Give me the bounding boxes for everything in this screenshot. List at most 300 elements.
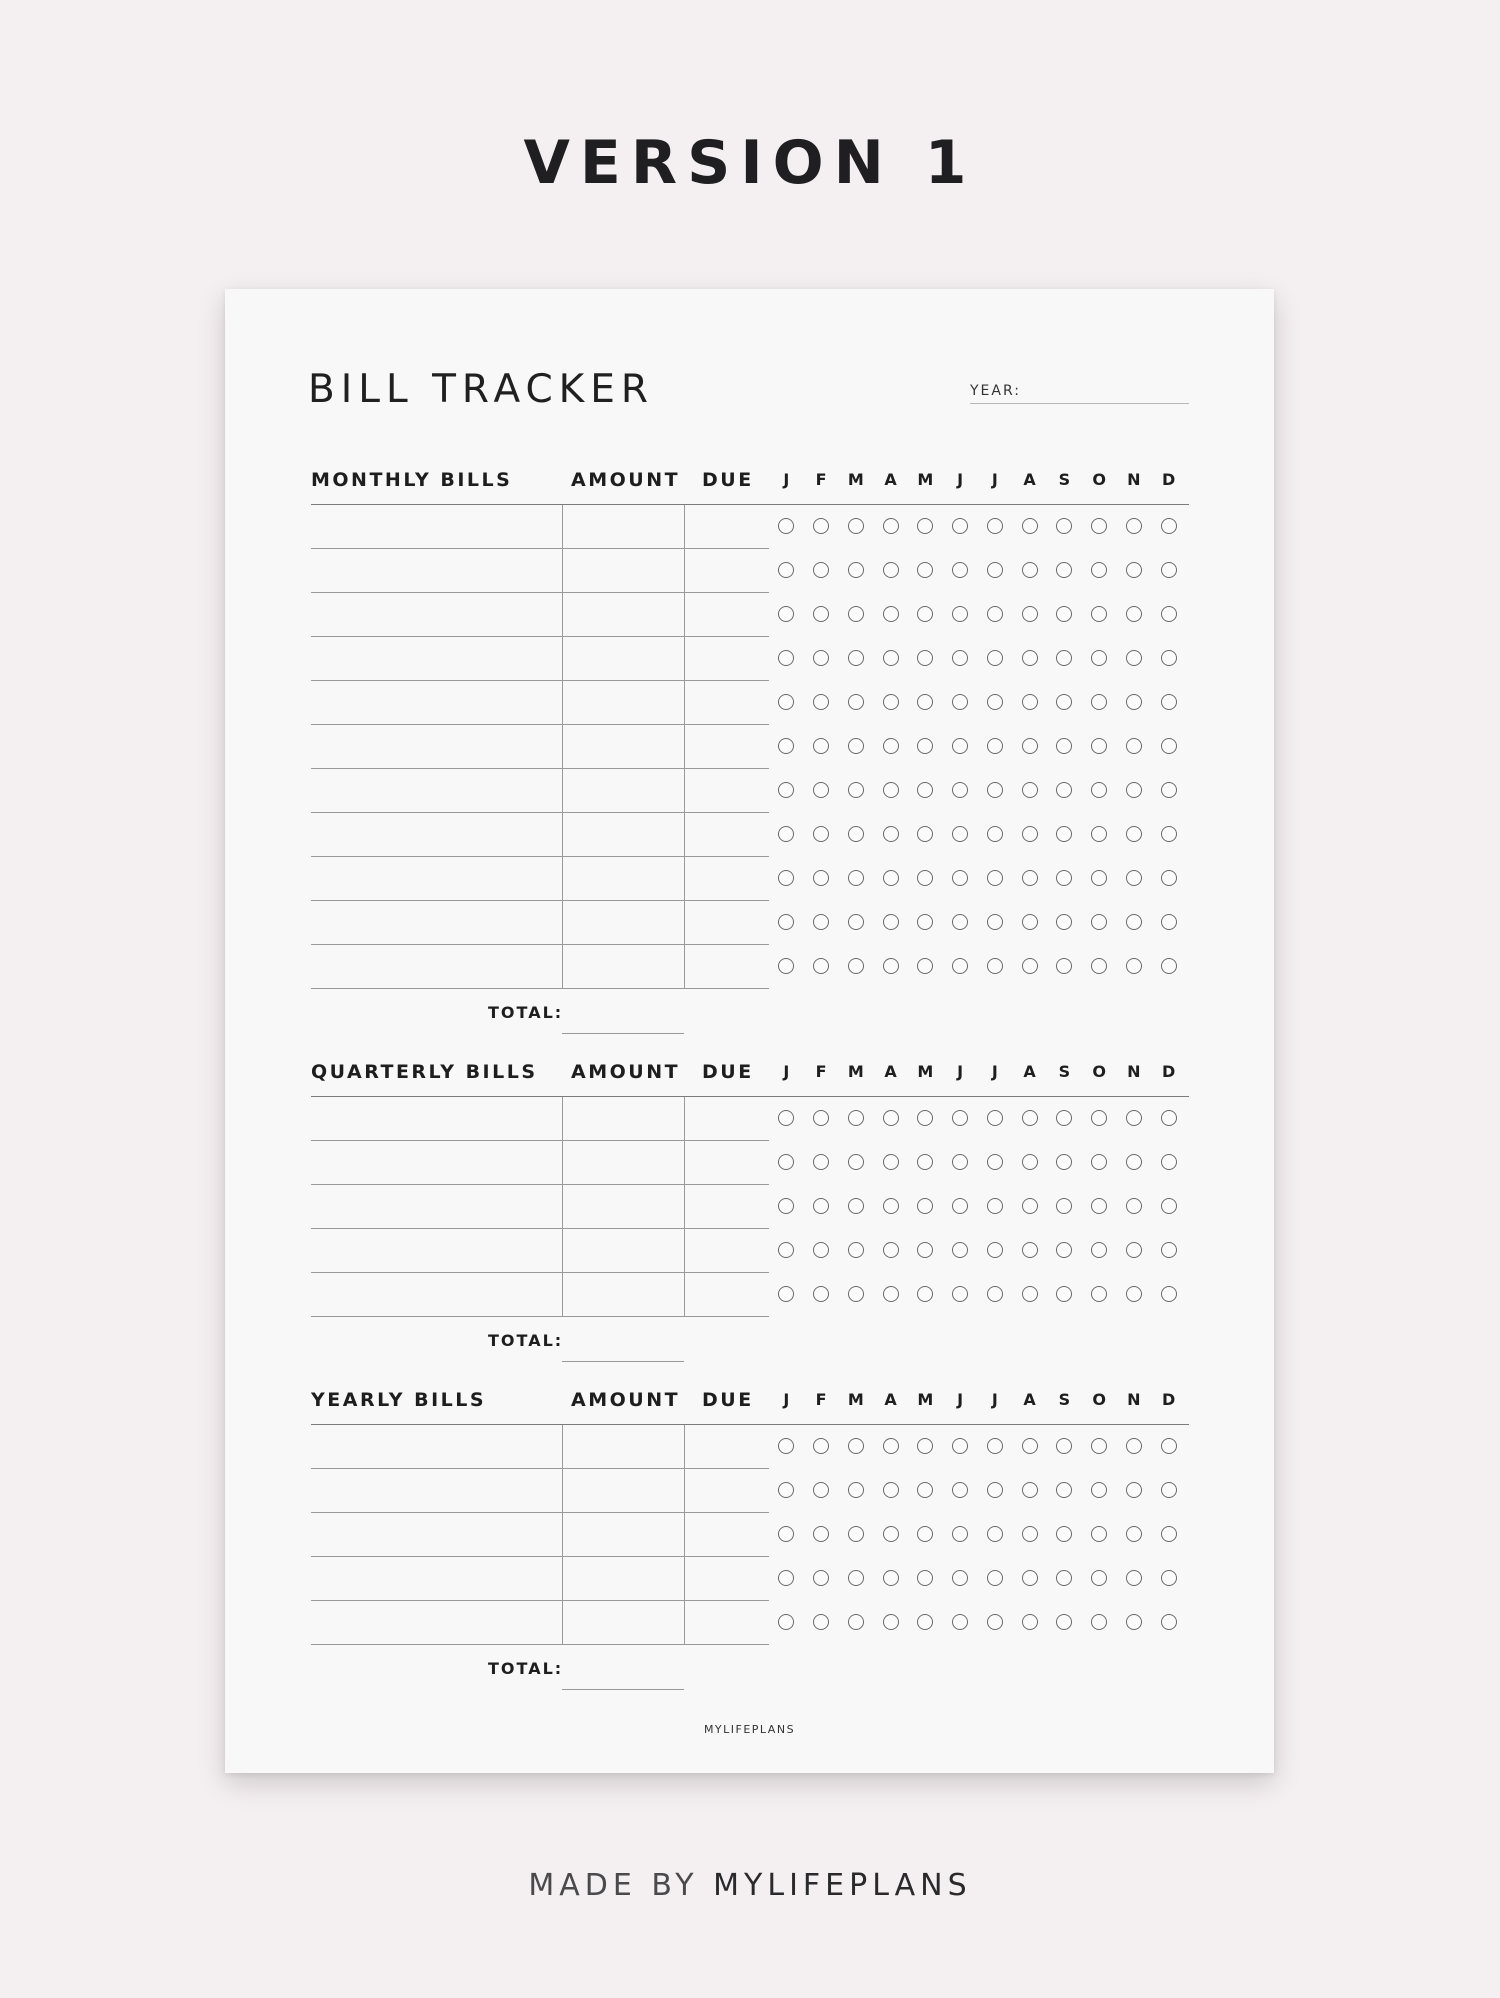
paid-checkbox[interactable]	[1161, 694, 1177, 710]
paid-checkbox[interactable]	[1091, 650, 1107, 666]
paid-checkbox[interactable]	[813, 870, 829, 886]
paid-checkbox[interactable]	[848, 1154, 864, 1170]
paid-checkbox[interactable]	[883, 1438, 899, 1454]
paid-checkbox[interactable]	[778, 1154, 794, 1170]
paid-checkbox[interactable]	[1022, 1482, 1038, 1498]
paid-checkbox[interactable]	[1161, 1614, 1177, 1630]
paid-checkbox[interactable]	[1056, 1198, 1072, 1214]
paid-checkbox[interactable]	[813, 1438, 829, 1454]
paid-checkbox[interactable]	[1022, 958, 1038, 974]
paid-checkbox[interactable]	[1056, 1482, 1072, 1498]
month-header: J	[957, 1390, 964, 1409]
paid-checkbox[interactable]	[848, 606, 864, 622]
paid-checkbox[interactable]	[778, 1198, 794, 1214]
paid-checkbox[interactable]	[917, 518, 933, 534]
paid-checkbox[interactable]	[1091, 958, 1107, 974]
section-quarterly-bills	[311, 1061, 1189, 1377]
paid-checkbox[interactable]	[1022, 1198, 1038, 1214]
paid-checkbox[interactable]	[883, 826, 899, 842]
paid-checkbox[interactable]	[1022, 782, 1038, 798]
amount-header: AMOUNT	[571, 1061, 681, 1083]
bill-row[interactable]	[311, 1273, 1189, 1317]
paid-checkbox[interactable]	[813, 782, 829, 798]
paid-checkbox[interactable]	[987, 738, 1003, 754]
paid-checkbox[interactable]	[1161, 1242, 1177, 1258]
paid-checkbox[interactable]	[987, 1286, 1003, 1302]
month-header: J	[957, 1062, 964, 1081]
total-field[interactable]	[562, 1361, 684, 1362]
total-label: TOTAL:	[488, 1331, 564, 1350]
paid-checkbox[interactable]	[1056, 1570, 1072, 1586]
paid-checkbox[interactable]	[952, 562, 968, 578]
month-header: J	[783, 1390, 790, 1409]
paid-checkbox[interactable]	[813, 914, 829, 930]
paid-checkbox[interactable]	[1161, 606, 1177, 622]
paid-checkbox[interactable]	[1056, 518, 1072, 534]
paid-checkbox[interactable]	[1022, 1438, 1038, 1454]
paid-checkbox[interactable]	[917, 562, 933, 578]
paid-checkbox[interactable]	[1091, 1482, 1107, 1498]
paid-checkbox[interactable]	[1091, 606, 1107, 622]
paid-checkbox[interactable]	[848, 914, 864, 930]
paid-checkbox[interactable]	[987, 1438, 1003, 1454]
paid-checkbox[interactable]	[883, 1154, 899, 1170]
paid-checkbox[interactable]	[1056, 650, 1072, 666]
month-header: M	[847, 470, 864, 489]
month-header: M	[917, 1062, 934, 1081]
year-field[interactable]	[970, 403, 1189, 404]
paid-checkbox[interactable]	[1091, 1438, 1107, 1454]
paid-checkbox[interactable]	[1126, 738, 1142, 754]
bill-row[interactable]	[311, 945, 1189, 989]
bill-row[interactable]	[311, 1513, 1189, 1557]
paid-checkbox[interactable]	[917, 650, 933, 666]
paid-checkbox[interactable]	[1091, 1242, 1107, 1258]
paid-checkbox[interactable]	[883, 1286, 899, 1302]
paid-checkbox[interactable]	[952, 1110, 968, 1126]
paid-checkbox[interactable]	[848, 1286, 864, 1302]
paid-checkbox[interactable]	[917, 694, 933, 710]
paid-checkbox[interactable]	[778, 1110, 794, 1126]
paid-checkbox[interactable]	[813, 958, 829, 974]
paid-checkbox[interactable]	[1022, 1110, 1038, 1126]
paid-checkbox[interactable]	[1022, 826, 1038, 842]
paid-checkbox[interactable]	[1091, 1198, 1107, 1214]
paid-checkbox[interactable]	[917, 870, 933, 886]
bill-row[interactable]	[311, 637, 1189, 681]
paid-checkbox[interactable]	[987, 914, 1003, 930]
paid-checkbox[interactable]	[1056, 1110, 1072, 1126]
paid-checkbox[interactable]	[1022, 1154, 1038, 1170]
paid-checkbox[interactable]	[848, 518, 864, 534]
month-header: N	[1127, 1390, 1141, 1409]
paid-checkbox[interactable]	[1161, 826, 1177, 842]
paid-checkbox[interactable]	[1091, 1526, 1107, 1542]
paid-checkbox[interactable]	[952, 1438, 968, 1454]
bill-row[interactable]	[311, 1469, 1189, 1513]
paid-checkbox[interactable]	[848, 562, 864, 578]
paid-checkbox[interactable]	[1161, 1110, 1177, 1126]
paid-checkbox[interactable]	[1161, 1286, 1177, 1302]
row-rule	[311, 988, 769, 989]
paid-checkbox[interactable]	[952, 1154, 968, 1170]
paid-checkbox[interactable]	[917, 1438, 933, 1454]
paid-checkbox[interactable]	[987, 958, 1003, 974]
bill-row[interactable]	[311, 769, 1189, 813]
paid-checkbox[interactable]	[778, 518, 794, 534]
paid-checkbox[interactable]	[778, 958, 794, 974]
paid-checkbox[interactable]	[883, 958, 899, 974]
paid-checkbox[interactable]	[1056, 606, 1072, 622]
year-label: YEAR:	[970, 383, 1021, 399]
paid-checkbox[interactable]	[1161, 782, 1177, 798]
paid-checkbox[interactable]	[917, 1198, 933, 1214]
paid-checkbox[interactable]	[1056, 1286, 1072, 1302]
paid-checkbox[interactable]	[952, 606, 968, 622]
paid-checkbox[interactable]	[952, 782, 968, 798]
paid-checkbox[interactable]	[1126, 958, 1142, 974]
paid-checkbox[interactable]	[848, 694, 864, 710]
paid-checkbox[interactable]	[883, 870, 899, 886]
paid-checkbox[interactable]	[813, 1286, 829, 1302]
month-header: A	[1023, 470, 1036, 489]
paid-checkbox[interactable]	[813, 738, 829, 754]
amount-header: AMOUNT	[571, 1389, 681, 1411]
paid-checkbox[interactable]	[1022, 914, 1038, 930]
paid-checkbox[interactable]	[1126, 870, 1142, 886]
paid-checkbox[interactable]	[1022, 870, 1038, 886]
paid-checkbox[interactable]	[1056, 1438, 1072, 1454]
paid-checkbox[interactable]	[1161, 1154, 1177, 1170]
paid-checkbox[interactable]	[952, 1286, 968, 1302]
paid-checkbox[interactable]	[883, 1614, 899, 1630]
paid-checkbox[interactable]	[848, 826, 864, 842]
paid-checkbox[interactable]	[883, 562, 899, 578]
paid-checkbox[interactable]	[1056, 958, 1072, 974]
paid-checkbox[interactable]	[917, 738, 933, 754]
paid-checkbox[interactable]	[883, 782, 899, 798]
paid-checkbox[interactable]	[778, 650, 794, 666]
paid-checkbox[interactable]	[987, 694, 1003, 710]
paid-checkbox[interactable]	[778, 694, 794, 710]
paid-checkbox[interactable]	[1126, 1110, 1142, 1126]
paid-checkbox[interactable]	[848, 870, 864, 886]
paid-checkbox[interactable]	[778, 782, 794, 798]
paid-checkbox[interactable]	[1022, 606, 1038, 622]
paid-checkbox[interactable]	[987, 1526, 1003, 1542]
bill-row[interactable]	[311, 1141, 1189, 1185]
paid-checkbox[interactable]	[1161, 1570, 1177, 1586]
paid-checkbox[interactable]	[1022, 1570, 1038, 1586]
paid-checkbox[interactable]	[1091, 694, 1107, 710]
paid-checkbox[interactable]	[1022, 562, 1038, 578]
paid-checkbox[interactable]	[1091, 1110, 1107, 1126]
paid-checkbox[interactable]	[778, 1482, 794, 1498]
paid-checkbox[interactable]	[1091, 870, 1107, 886]
paid-checkbox[interactable]	[778, 870, 794, 886]
paid-checkbox[interactable]	[987, 606, 1003, 622]
paid-checkbox[interactable]	[1056, 1154, 1072, 1170]
paid-checkbox[interactable]	[778, 1614, 794, 1630]
paid-checkbox[interactable]	[952, 518, 968, 534]
paid-checkbox[interactable]	[1091, 1154, 1107, 1170]
paid-checkbox[interactable]	[917, 606, 933, 622]
paid-checkbox[interactable]	[1022, 1286, 1038, 1302]
caption-brand: MYLIFEPLANS	[713, 1868, 972, 1903]
month-header: O	[1092, 1062, 1106, 1081]
paid-checkbox[interactable]	[987, 1570, 1003, 1586]
paid-checkbox[interactable]	[987, 650, 1003, 666]
paid-checkbox[interactable]	[1161, 914, 1177, 930]
paid-checkbox[interactable]	[848, 958, 864, 974]
paid-checkbox[interactable]	[952, 1614, 968, 1630]
paid-checkbox[interactable]	[848, 738, 864, 754]
paid-checkbox[interactable]	[883, 1526, 899, 1542]
paid-checkbox[interactable]	[778, 1526, 794, 1542]
paid-checkbox[interactable]	[1056, 694, 1072, 710]
paid-checkbox[interactable]	[883, 1110, 899, 1126]
month-header: J	[957, 470, 964, 489]
paid-checkbox[interactable]	[917, 1286, 933, 1302]
paid-checkbox[interactable]	[848, 1526, 864, 1542]
bill-row[interactable]	[311, 1557, 1189, 1601]
paid-checkbox[interactable]	[848, 1110, 864, 1126]
paid-checkbox[interactable]	[778, 606, 794, 622]
paid-checkbox[interactable]	[1126, 1570, 1142, 1586]
paid-checkbox[interactable]	[1056, 1242, 1072, 1258]
paid-checkbox[interactable]	[987, 826, 1003, 842]
month-header: A	[884, 1062, 897, 1081]
paid-checkbox[interactable]	[1022, 694, 1038, 710]
paid-checkbox[interactable]	[848, 1242, 864, 1258]
paid-checkbox[interactable]	[778, 826, 794, 842]
paid-checkbox[interactable]	[1126, 1526, 1142, 1542]
due-header: DUE	[702, 1389, 754, 1411]
paid-checkbox[interactable]	[883, 1570, 899, 1586]
paid-checkbox[interactable]	[917, 1110, 933, 1126]
paid-checkbox[interactable]	[778, 1286, 794, 1302]
paid-checkbox[interactable]	[1056, 1526, 1072, 1542]
total-field[interactable]	[562, 1689, 684, 1690]
paid-checkbox[interactable]	[987, 1198, 1003, 1214]
paid-checkbox[interactable]	[1056, 914, 1072, 930]
paid-checkbox[interactable]	[952, 1198, 968, 1214]
paid-checkbox[interactable]	[883, 650, 899, 666]
paid-checkbox[interactable]	[813, 562, 829, 578]
paid-checkbox[interactable]	[917, 782, 933, 798]
paid-checkbox[interactable]	[848, 650, 864, 666]
made-by-caption	[0, 1868, 1500, 1903]
paid-checkbox[interactable]	[1091, 738, 1107, 754]
paid-checkbox[interactable]	[1091, 1286, 1107, 1302]
paid-checkbox[interactable]	[917, 1570, 933, 1586]
paid-checkbox[interactable]	[987, 1110, 1003, 1126]
paid-checkbox[interactable]	[1022, 738, 1038, 754]
paid-checkbox[interactable]	[987, 1154, 1003, 1170]
bill-row[interactable]	[311, 725, 1189, 769]
paid-checkbox[interactable]	[952, 958, 968, 974]
month-header: J	[991, 470, 998, 489]
paid-checkbox[interactable]	[1056, 738, 1072, 754]
paid-checkbox[interactable]	[1126, 1198, 1142, 1214]
paid-checkbox[interactable]	[1161, 518, 1177, 534]
paid-checkbox[interactable]	[917, 1526, 933, 1542]
paid-checkbox[interactable]	[1126, 650, 1142, 666]
paid-checkbox[interactable]	[813, 606, 829, 622]
paid-checkbox[interactable]	[952, 1242, 968, 1258]
bill-row[interactable]	[311, 505, 1189, 549]
paid-checkbox[interactable]	[883, 606, 899, 622]
paid-checkbox[interactable]	[813, 1482, 829, 1498]
paid-checkbox[interactable]	[987, 518, 1003, 534]
paid-checkbox[interactable]	[952, 1482, 968, 1498]
paid-checkbox[interactable]	[987, 1614, 1003, 1630]
paid-checkbox[interactable]	[952, 738, 968, 754]
paid-checkbox[interactable]	[813, 694, 829, 710]
paid-checkbox[interactable]	[813, 1242, 829, 1258]
paid-checkbox[interactable]	[848, 1438, 864, 1454]
section-title: MONTHLY BILLS	[311, 469, 513, 491]
paid-checkbox[interactable]	[778, 1438, 794, 1454]
paid-checkbox[interactable]	[987, 1242, 1003, 1258]
bill-row[interactable]	[311, 813, 1189, 857]
paid-checkbox[interactable]	[917, 826, 933, 842]
paid-checkbox[interactable]	[813, 650, 829, 666]
paid-checkbox[interactable]	[778, 562, 794, 578]
paid-checkbox[interactable]	[813, 1614, 829, 1630]
paid-checkbox[interactable]	[1161, 562, 1177, 578]
paid-checkbox[interactable]	[883, 694, 899, 710]
paid-checkbox[interactable]	[917, 914, 933, 930]
paid-checkbox[interactable]	[1022, 1526, 1038, 1542]
paid-checkbox[interactable]	[883, 518, 899, 534]
bill-row[interactable]	[311, 681, 1189, 725]
bill-row[interactable]	[311, 1097, 1189, 1141]
paid-checkbox[interactable]	[1161, 650, 1177, 666]
paid-checkbox[interactable]	[1056, 870, 1072, 886]
paid-checkbox[interactable]	[1126, 1482, 1142, 1498]
paid-checkbox[interactable]	[1161, 958, 1177, 974]
paid-checkbox[interactable]	[1022, 518, 1038, 534]
paid-checkbox[interactable]	[1056, 826, 1072, 842]
paid-checkbox[interactable]	[987, 1482, 1003, 1498]
paid-checkbox[interactable]	[1126, 782, 1142, 798]
paid-checkbox[interactable]	[1126, 1286, 1142, 1302]
paid-checkbox[interactable]	[1091, 518, 1107, 534]
paid-checkbox[interactable]	[917, 958, 933, 974]
paid-checkbox[interactable]	[883, 1242, 899, 1258]
bill-row[interactable]	[311, 857, 1189, 901]
paid-checkbox[interactable]	[1161, 1198, 1177, 1214]
paid-checkbox[interactable]	[1126, 914, 1142, 930]
paid-checkbox[interactable]	[848, 1198, 864, 1214]
paid-checkbox[interactable]	[883, 1198, 899, 1214]
bill-row[interactable]	[311, 549, 1189, 593]
paid-checkbox[interactable]	[917, 1154, 933, 1170]
paid-checkbox[interactable]	[1126, 518, 1142, 534]
paid-checkbox[interactable]	[1126, 1154, 1142, 1170]
paid-checkbox[interactable]	[848, 1482, 864, 1498]
paid-checkbox[interactable]	[1091, 826, 1107, 842]
bill-row[interactable]	[311, 593, 1189, 637]
bill-row[interactable]	[311, 1229, 1189, 1273]
paid-checkbox[interactable]	[1126, 1614, 1142, 1630]
paid-checkbox[interactable]	[1126, 694, 1142, 710]
month-header: D	[1161, 470, 1176, 489]
paid-checkbox[interactable]	[1161, 1438, 1177, 1454]
paid-checkbox[interactable]	[1126, 562, 1142, 578]
paid-checkbox[interactable]	[848, 1614, 864, 1630]
paid-checkbox[interactable]	[778, 1242, 794, 1258]
paid-checkbox[interactable]	[778, 914, 794, 930]
bill-row[interactable]	[311, 1185, 1189, 1229]
paid-checkbox[interactable]	[813, 518, 829, 534]
paid-checkbox[interactable]	[917, 1242, 933, 1258]
total-field[interactable]	[562, 1033, 684, 1034]
paid-checkbox[interactable]	[952, 650, 968, 666]
paid-checkbox[interactable]	[1022, 650, 1038, 666]
row-rule	[311, 1316, 769, 1317]
paid-checkbox[interactable]	[1161, 738, 1177, 754]
paid-checkbox[interactable]	[778, 1570, 794, 1586]
paid-checkbox[interactable]	[952, 1526, 968, 1542]
paid-checkbox[interactable]	[848, 782, 864, 798]
paid-checkbox[interactable]	[987, 782, 1003, 798]
paid-checkbox[interactable]	[917, 1482, 933, 1498]
paid-checkbox[interactable]	[952, 870, 968, 886]
paid-checkbox[interactable]	[883, 738, 899, 754]
paid-checkbox[interactable]	[883, 1482, 899, 1498]
paid-checkbox[interactable]	[1022, 1614, 1038, 1630]
paid-checkbox[interactable]	[778, 738, 794, 754]
paid-checkbox[interactable]	[1056, 562, 1072, 578]
paid-checkbox[interactable]	[1126, 1438, 1142, 1454]
paid-checkbox[interactable]	[987, 870, 1003, 886]
paid-checkbox[interactable]	[883, 914, 899, 930]
paid-checkbox[interactable]	[813, 1110, 829, 1126]
paid-checkbox[interactable]	[813, 826, 829, 842]
paid-checkbox[interactable]	[1126, 1242, 1142, 1258]
paid-checkbox[interactable]	[952, 914, 968, 930]
paid-checkbox[interactable]	[813, 1570, 829, 1586]
paid-checkbox[interactable]	[1091, 562, 1107, 578]
bill-row[interactable]	[311, 901, 1189, 945]
paid-checkbox[interactable]	[987, 562, 1003, 578]
paid-checkbox[interactable]	[952, 1570, 968, 1586]
paid-checkbox[interactable]	[1056, 782, 1072, 798]
paid-checkbox[interactable]	[1091, 1614, 1107, 1630]
paid-checkbox[interactable]	[1126, 826, 1142, 842]
paid-checkbox[interactable]	[1161, 1526, 1177, 1542]
paid-checkbox[interactable]	[848, 1570, 864, 1586]
bill-row[interactable]	[311, 1425, 1189, 1469]
paid-checkbox[interactable]	[1022, 1242, 1038, 1258]
paid-checkbox[interactable]	[1091, 914, 1107, 930]
paid-checkbox[interactable]	[1161, 870, 1177, 886]
paid-checkbox[interactable]	[1091, 1570, 1107, 1586]
paid-checkbox[interactable]	[1126, 606, 1142, 622]
paid-checkbox[interactable]	[1056, 1614, 1072, 1630]
paid-checkbox[interactable]	[917, 1614, 933, 1630]
paid-checkbox[interactable]	[813, 1198, 829, 1214]
paid-checkbox[interactable]	[813, 1526, 829, 1542]
bill-row[interactable]	[311, 1601, 1189, 1645]
paid-checkbox[interactable]	[952, 694, 968, 710]
paid-checkbox[interactable]	[1161, 1482, 1177, 1498]
paid-checkbox[interactable]	[952, 826, 968, 842]
paid-checkbox[interactable]	[1091, 782, 1107, 798]
paid-checkbox[interactable]	[813, 1154, 829, 1170]
